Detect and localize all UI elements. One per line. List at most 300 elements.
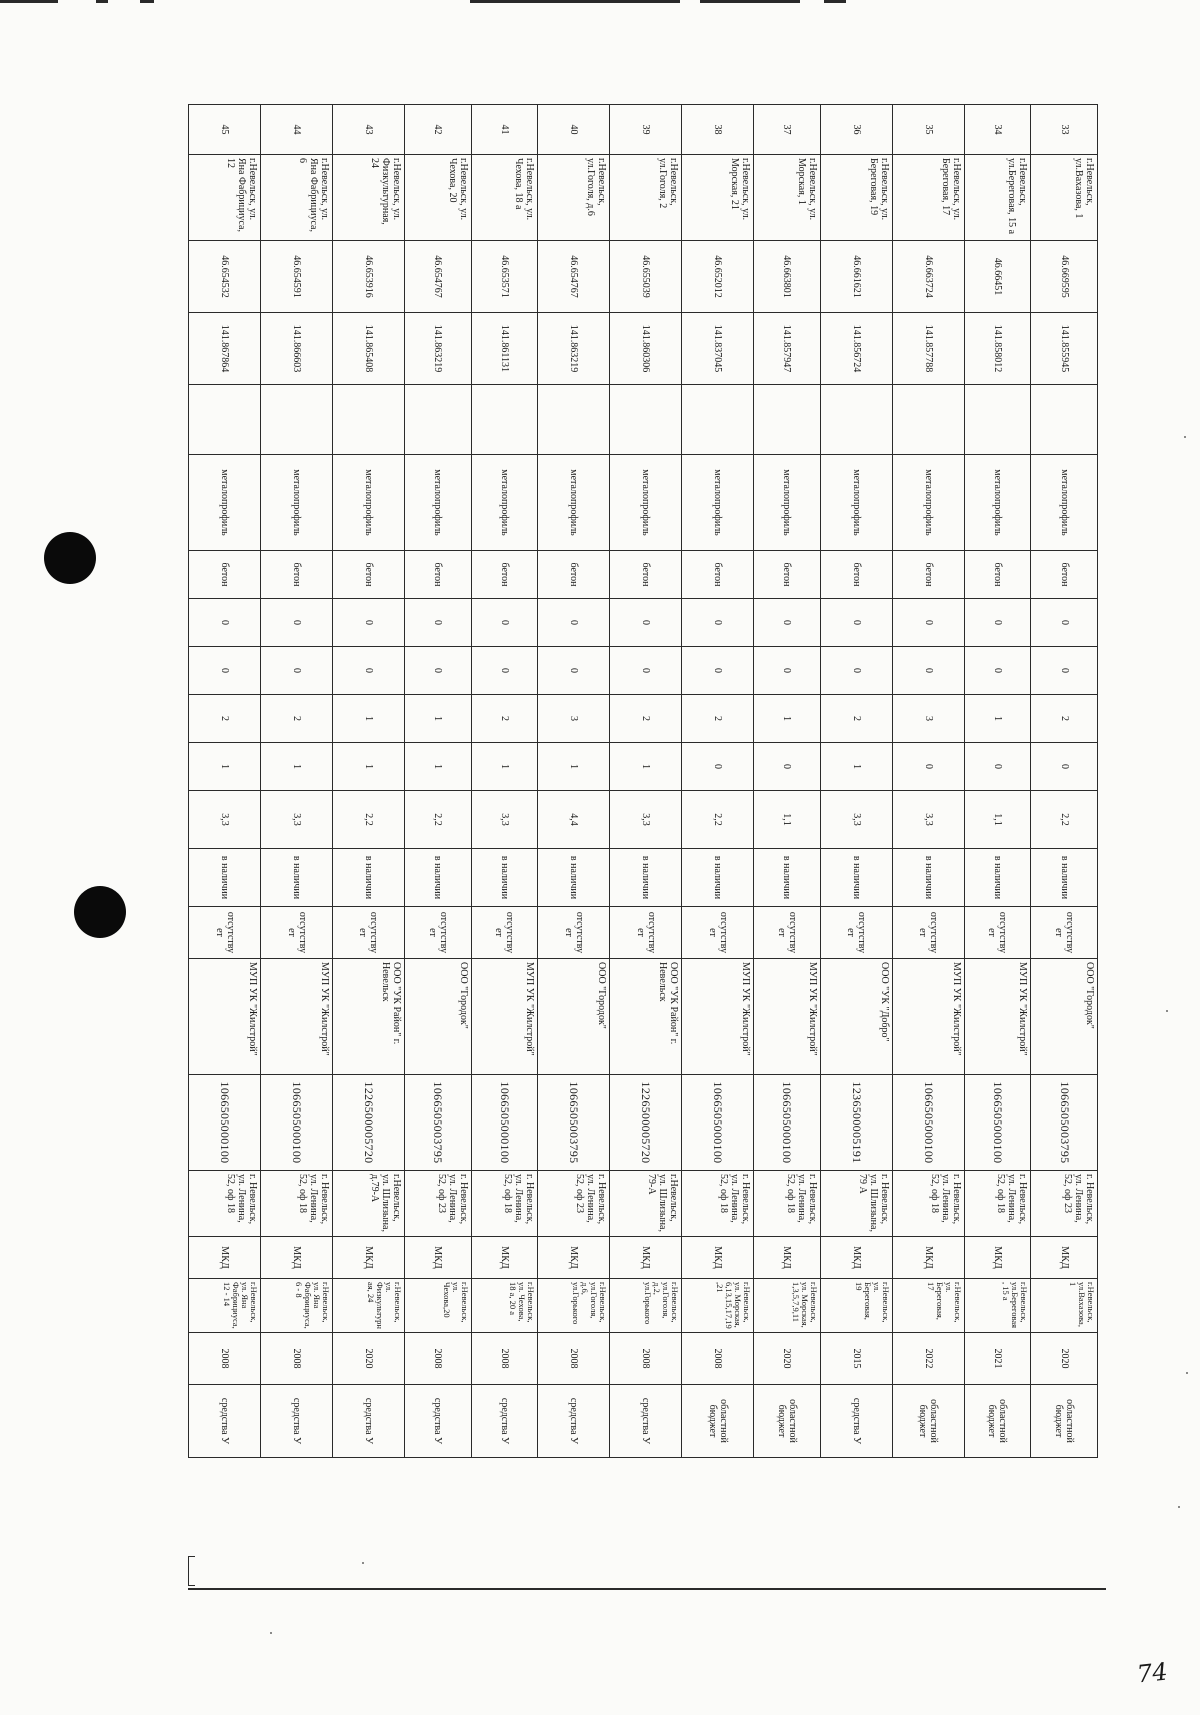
latitude: 46.663724 xyxy=(892,241,964,313)
operator-name: МУП УК "Жилстрой" xyxy=(261,959,333,1075)
base-material: бетон xyxy=(538,551,610,599)
fence-status: в наличии xyxy=(682,849,754,907)
container-volume: 4,4 xyxy=(538,791,610,849)
install-year: 2008 xyxy=(404,1333,471,1385)
install-year: 2021 xyxy=(964,1333,1031,1385)
longitude: 141.867864 xyxy=(189,313,261,385)
operator-ogrn: 1066505000100 xyxy=(682,1075,754,1171)
empty-cell xyxy=(964,385,1031,455)
container-count-c: 2 xyxy=(471,695,538,743)
longitude: 141.866603 xyxy=(261,313,333,385)
container-count-d: 0 xyxy=(682,743,754,791)
operator-name: ООО "УК Район" г. Невельск xyxy=(610,959,682,1075)
roof-status: отсутствует xyxy=(610,907,682,959)
cover-material: металопрофиль xyxy=(538,455,610,551)
latitude: 46.653916 xyxy=(333,241,405,313)
table-row xyxy=(471,105,538,1458)
base-material: бетон xyxy=(1031,551,1098,599)
container-volume: 3,3 xyxy=(189,791,261,849)
container-volume: 3,3 xyxy=(892,791,964,849)
site-address: г.Невельск, ул.Гоголя, 2 xyxy=(610,155,682,241)
operator-address: г. Невельск, ул. Ленина, 52, оф 23 xyxy=(538,1171,610,1237)
container-volume: 3,3 xyxy=(261,791,333,849)
operator-address: г. Невельск, ул. Ленина, 52, оф 23 xyxy=(1031,1171,1098,1237)
cover-material: металопрофиль xyxy=(404,455,471,551)
operator-ogrn: 1066505000100 xyxy=(261,1075,333,1171)
row-number: 42 xyxy=(404,105,471,155)
roof-status: отсутствует xyxy=(538,907,610,959)
owner-type: МКД xyxy=(1031,1237,1098,1279)
table-row xyxy=(682,105,754,1458)
operator-name: ООО "УК Район" г. Невельск xyxy=(333,959,405,1075)
table-row xyxy=(1031,105,1098,1458)
container-volume: 2,2 xyxy=(682,791,754,849)
table-row xyxy=(964,105,1031,1458)
owner-type: МКД xyxy=(538,1237,610,1279)
longitude: 141.857788 xyxy=(892,313,964,385)
roof-status: отсутствует xyxy=(404,907,471,959)
container-count-a: 0 xyxy=(189,599,261,647)
container-count-c: 2 xyxy=(820,695,892,743)
container-volume: 3,3 xyxy=(820,791,892,849)
container-count-c: 1 xyxy=(964,695,1031,743)
cover-material: металопрофиль xyxy=(892,455,964,551)
container-count-b: 0 xyxy=(892,647,964,695)
site-address: г.Невельск, ул. Физкультурная, 24 xyxy=(333,155,405,241)
container-count-a: 0 xyxy=(610,599,682,647)
punch-hole xyxy=(44,532,96,584)
operator-ogrn: 1226500005720 xyxy=(333,1075,405,1171)
served-objects: г.Невельск, ул. Береговая, 19 xyxy=(820,1279,892,1333)
waste-sites-table xyxy=(188,104,1098,1458)
install-year: 2020 xyxy=(754,1333,821,1385)
container-count-c: 3 xyxy=(538,695,610,743)
cover-material: металопрофиль xyxy=(261,455,333,551)
roof-status: отсутствует xyxy=(471,907,538,959)
install-year: 2008 xyxy=(610,1333,682,1385)
operator-address: г. Невельск, ул. Ленина, 52, оф 18 xyxy=(189,1171,261,1237)
operator-address: г.Невельск, ул. Шлизына, д.79-А xyxy=(333,1171,405,1237)
site-address: г.Невельск, ул.Береговая, 15 а xyxy=(964,155,1031,241)
table-row xyxy=(538,105,610,1458)
served-objects: г.Невельск, ул. Физкультурная, 24 xyxy=(333,1279,405,1333)
row-number: 40 xyxy=(538,105,610,155)
cover-material: металопрофиль xyxy=(754,455,821,551)
container-count-c: 2 xyxy=(189,695,261,743)
container-count-c: 2 xyxy=(610,695,682,743)
container-count-c: 1 xyxy=(754,695,821,743)
install-year: 2015 xyxy=(820,1333,892,1385)
container-count-a: 0 xyxy=(820,599,892,647)
fence-status: в наличии xyxy=(754,849,821,907)
scan-speck xyxy=(1184,436,1186,438)
operator-address: г. Невельск, ул. Ленина, 52, оф 18 xyxy=(261,1171,333,1237)
latitude: 46.654767 xyxy=(538,241,610,313)
fence-status: в наличии xyxy=(538,849,610,907)
site-address: г.Невельск, ул. Яна Фабрициуса, 6 xyxy=(261,155,333,241)
container-count-d: 0 xyxy=(892,743,964,791)
owner-type: МКД xyxy=(261,1237,333,1279)
latitude: 46.653571 xyxy=(471,241,538,313)
operator-ogrn: 1066505000100 xyxy=(892,1075,964,1171)
container-count-d: 0 xyxy=(754,743,821,791)
served-objects: г.Невельск, ул. Чехова, 18 а, 20 а xyxy=(471,1279,538,1333)
table-body xyxy=(189,105,1098,1458)
empty-cell xyxy=(538,385,610,455)
container-count-a: 0 xyxy=(892,599,964,647)
funding-source: областной бюджет xyxy=(892,1385,964,1458)
base-material: бетон xyxy=(892,551,964,599)
scan-speck xyxy=(362,1562,364,1564)
scan-speck xyxy=(1166,1010,1168,1012)
container-count-b: 0 xyxy=(964,647,1031,695)
longitude: 141.863219 xyxy=(538,313,610,385)
cover-material: металопрофиль xyxy=(820,455,892,551)
served-objects: г.Невельск, ул.Гоголя, д.2, ул.Горького xyxy=(610,1279,682,1333)
base-material: бетон xyxy=(471,551,538,599)
container-volume: 1,1 xyxy=(964,791,1031,849)
base-material: бетон xyxy=(682,551,754,599)
row-number: 44 xyxy=(261,105,333,155)
operator-ogrn: 1066505000100 xyxy=(754,1075,821,1171)
container-count-a: 0 xyxy=(404,599,471,647)
table-row xyxy=(820,105,892,1458)
empty-cell xyxy=(820,385,892,455)
roof-status: отсутствует xyxy=(754,907,821,959)
table-row xyxy=(754,105,821,1458)
operator-name: ООО "Городок" xyxy=(404,959,471,1075)
funding-source: средства У xyxy=(471,1385,538,1458)
site-address: г.Невельск, ул. Чехова, 20 xyxy=(404,155,471,241)
empty-cell xyxy=(261,385,333,455)
container-count-d: 1 xyxy=(820,743,892,791)
row-number: 38 xyxy=(682,105,754,155)
empty-cell xyxy=(471,385,538,455)
funding-source: областной бюджет xyxy=(754,1385,821,1458)
funding-source: средства У xyxy=(538,1385,610,1458)
install-year: 2008 xyxy=(538,1333,610,1385)
container-count-a: 0 xyxy=(261,599,333,647)
base-material: бетон xyxy=(261,551,333,599)
latitude: 46.654767 xyxy=(404,241,471,313)
site-address: г.Невельск, ул. Чехова, 18 а xyxy=(471,155,538,241)
site-address: г.Невельск, ул. Яна Фабрициуса, 12 xyxy=(189,155,261,241)
funding-source: средства У xyxy=(261,1385,333,1458)
owner-type: МКД xyxy=(964,1237,1031,1279)
install-year: 2022 xyxy=(892,1333,964,1385)
container-count-b: 0 xyxy=(754,647,821,695)
operator-ogrn: 1226500005720 xyxy=(610,1075,682,1171)
fence-status: в наличии xyxy=(964,849,1031,907)
funding-source: средства У xyxy=(333,1385,405,1458)
fence-status: в наличии xyxy=(189,849,261,907)
empty-cell xyxy=(682,385,754,455)
install-year: 2008 xyxy=(261,1333,333,1385)
fence-status: в наличии xyxy=(820,849,892,907)
container-count-a: 0 xyxy=(754,599,821,647)
install-year: 2020 xyxy=(1031,1333,1098,1385)
container-count-b: 0 xyxy=(189,647,261,695)
funding-source: средства У xyxy=(610,1385,682,1458)
latitude: 46.669595 xyxy=(1031,241,1098,313)
owner-type: МКД xyxy=(189,1237,261,1279)
container-count-d: 1 xyxy=(333,743,405,791)
table-row xyxy=(261,105,333,1458)
base-material: бетон xyxy=(610,551,682,599)
container-count-b: 0 xyxy=(333,647,405,695)
site-address: г.Невельск, ул. Морская, 1 xyxy=(754,155,821,241)
operator-name: МУП УК "Жилстрой" xyxy=(471,959,538,1075)
fence-status: в наличии xyxy=(404,849,471,907)
operator-address: г.Невельск, ул. Шлизына, 79-А xyxy=(610,1171,682,1237)
cover-material: металопрофиль xyxy=(964,455,1031,551)
operator-ogrn: 1066505000100 xyxy=(964,1075,1031,1171)
served-objects: г.Невельск, ул. Морская, 6,13,15,17,19,21 xyxy=(682,1279,754,1333)
row-number: 39 xyxy=(610,105,682,155)
owner-type: МКД xyxy=(820,1237,892,1279)
empty-cell xyxy=(404,385,471,455)
latitude: 46.654532 xyxy=(189,241,261,313)
container-count-b: 0 xyxy=(538,647,610,695)
latitude: 46.66451 xyxy=(964,241,1031,313)
longitude: 141.858012 xyxy=(964,313,1031,385)
table-row xyxy=(610,105,682,1458)
container-count-c: 1 xyxy=(404,695,471,743)
operator-name: МУП УК "Жилстрой" xyxy=(964,959,1031,1075)
operator-address: г. Невельск, ул. Ленина, 52, оф 18 xyxy=(471,1171,538,1237)
container-count-a: 0 xyxy=(964,599,1031,647)
operator-name: МУП УК "Жилстрой" xyxy=(892,959,964,1075)
funding-source: средства У xyxy=(189,1385,261,1458)
funding-source: средства У xyxy=(404,1385,471,1458)
funding-source: областной бюджет xyxy=(1031,1385,1098,1458)
owner-type: МКД xyxy=(471,1237,538,1279)
operator-name: ООО "Городок" xyxy=(538,959,610,1075)
cover-material: металопрофиль xyxy=(1031,455,1098,551)
cover-material: металопрофиль xyxy=(682,455,754,551)
operator-ogrn: 1066505003795 xyxy=(404,1075,471,1171)
container-count-b: 0 xyxy=(404,647,471,695)
fence-status: в наличии xyxy=(892,849,964,907)
operator-address: г. Невельск, ул. Ленина, 52, оф 23 xyxy=(404,1171,471,1237)
container-volume: 2,2 xyxy=(333,791,405,849)
operator-name: МУП УК "Жилстрой" xyxy=(189,959,261,1075)
operator-address: г. Невельск, ул. Шлизына, 79 А xyxy=(820,1171,892,1237)
empty-cell xyxy=(1031,385,1098,455)
page-number: 74 xyxy=(1135,1657,1169,1689)
roof-status: отсутствует xyxy=(261,907,333,959)
install-year: 2008 xyxy=(682,1333,754,1385)
site-address: г.Невельск, ул. Береговая, 17 xyxy=(892,155,964,241)
operator-address: г. Невельск, ул. Ленина, 52, оф 18 xyxy=(964,1171,1031,1237)
container-count-d: 0 xyxy=(964,743,1031,791)
container-count-d: 1 xyxy=(261,743,333,791)
container-count-d: 0 xyxy=(1031,743,1098,791)
bottom-rule xyxy=(188,1588,1106,1590)
container-count-b: 0 xyxy=(1031,647,1098,695)
site-address: г.Невельск, ул.Гоголя, д.6 xyxy=(538,155,610,241)
container-count-b: 0 xyxy=(820,647,892,695)
container-count-d: 1 xyxy=(404,743,471,791)
container-volume: 3,3 xyxy=(610,791,682,849)
fence-status: в наличии xyxy=(1031,849,1098,907)
row-number: 35 xyxy=(892,105,964,155)
served-objects: г.Невельск, ул. Яна Фабрициуса, 12 - 14 xyxy=(189,1279,261,1333)
longitude: 141.857947 xyxy=(754,313,821,385)
container-volume: 1,1 xyxy=(754,791,821,849)
container-count-a: 0 xyxy=(471,599,538,647)
container-count-c: 2 xyxy=(261,695,333,743)
table-row xyxy=(892,105,964,1458)
empty-cell xyxy=(892,385,964,455)
roof-status: отсутствует xyxy=(1031,907,1098,959)
operator-ogrn: 1066505000100 xyxy=(471,1075,538,1171)
row-number: 36 xyxy=(820,105,892,155)
site-address: г.Невельск, ул. Береговая, 19 xyxy=(820,155,892,241)
owner-type: МКД xyxy=(610,1237,682,1279)
longitude: 141.837045 xyxy=(682,313,754,385)
site-address: г.Невельск, ул. Морская, 21 xyxy=(682,155,754,241)
container-count-c: 3 xyxy=(892,695,964,743)
fence-status: в наличии xyxy=(261,849,333,907)
base-material: бетон xyxy=(333,551,405,599)
latitude: 46.655039 xyxy=(610,241,682,313)
container-volume: 3,3 xyxy=(471,791,538,849)
roof-status: отсутствует xyxy=(820,907,892,959)
longitude: 141.860306 xyxy=(610,313,682,385)
punch-hole xyxy=(74,886,126,938)
container-count-d: 1 xyxy=(471,743,538,791)
operator-name: ООО "УК "Добро" xyxy=(820,959,892,1075)
roof-status: отсутствует xyxy=(189,907,261,959)
container-volume: 2,2 xyxy=(1031,791,1098,849)
table-row xyxy=(404,105,471,1458)
row-number: 37 xyxy=(754,105,821,155)
empty-cell xyxy=(189,385,261,455)
scan-speck xyxy=(270,1632,272,1634)
cover-material: металопрофиль xyxy=(471,455,538,551)
base-material: бетон xyxy=(189,551,261,599)
row-number: 41 xyxy=(471,105,538,155)
served-objects: г.Невельск, ул. Морская, 1,3,5,7,9,11 xyxy=(754,1279,821,1333)
fence-status: в наличии xyxy=(610,849,682,907)
empty-cell xyxy=(610,385,682,455)
container-count-d: 1 xyxy=(610,743,682,791)
container-count-b: 0 xyxy=(682,647,754,695)
owner-type: МКД xyxy=(754,1237,821,1279)
container-count-a: 0 xyxy=(333,599,405,647)
roof-status: отсутствует xyxy=(964,907,1031,959)
rotated-table-container xyxy=(188,104,1098,1455)
operator-name: МУП УК "Жилстрой" xyxy=(754,959,821,1075)
table-row xyxy=(333,105,405,1458)
install-year: 2008 xyxy=(471,1333,538,1385)
container-count-c: 2 xyxy=(1031,695,1098,743)
empty-cell xyxy=(754,385,821,455)
operator-ogrn: 1066505000100 xyxy=(189,1075,261,1171)
latitude: 46.652012 xyxy=(682,241,754,313)
fence-status: в наличии xyxy=(333,849,405,907)
owner-type: МКД xyxy=(682,1237,754,1279)
base-material: бетон xyxy=(820,551,892,599)
funding-source: средства У xyxy=(820,1385,892,1458)
container-count-b: 0 xyxy=(610,647,682,695)
install-year: 2020 xyxy=(333,1333,405,1385)
operator-ogrn: 1066505003795 xyxy=(1031,1075,1098,1171)
site-address: г.Невельск, ул.Вахазова, 1 xyxy=(1031,155,1098,241)
operator-address: г. Невельск, ул. Ленина, 52, оф 18 xyxy=(682,1171,754,1237)
owner-type: МКД xyxy=(404,1237,471,1279)
longitude: 141.855945 xyxy=(1031,313,1098,385)
container-count-a: 0 xyxy=(538,599,610,647)
container-volume: 2,2 xyxy=(404,791,471,849)
latitude: 46.661621 xyxy=(820,241,892,313)
container-count-a: 0 xyxy=(682,599,754,647)
base-material: бетон xyxy=(754,551,821,599)
owner-type: МКД xyxy=(892,1237,964,1279)
longitude: 141.865408 xyxy=(333,313,405,385)
base-material: бетон xyxy=(404,551,471,599)
served-objects: г.Невельск, ул. Береговая, 17 xyxy=(892,1279,964,1333)
row-number: 33 xyxy=(1031,105,1098,155)
roof-status: отсутствует xyxy=(682,907,754,959)
row-number: 34 xyxy=(964,105,1031,155)
operator-name: МУП УК "Жилстрой" xyxy=(682,959,754,1075)
served-objects: г.Невельск, ул.Береговая, 15 а xyxy=(964,1279,1031,1333)
container-count-a: 0 xyxy=(1031,599,1098,647)
served-objects: г.Невельск, ул. Яна Фабрициуса, 6 - 8 xyxy=(261,1279,333,1333)
fence-status: в наличии xyxy=(471,849,538,907)
operator-address: г. Невельск, ул. Ленина, 52, оф 18 xyxy=(754,1171,821,1237)
longitude: 141.863219 xyxy=(404,313,471,385)
container-count-b: 0 xyxy=(261,647,333,695)
container-count-c: 1 xyxy=(333,695,405,743)
roof-status: отсутствует xyxy=(333,907,405,959)
scan-edge-artifact xyxy=(0,0,1200,4)
row-number: 43 xyxy=(333,105,405,155)
row-number: 45 xyxy=(189,105,261,155)
scan-speck xyxy=(1178,1506,1180,1508)
container-count-c: 2 xyxy=(682,695,754,743)
container-count-d: 1 xyxy=(189,743,261,791)
base-material: бетон xyxy=(964,551,1031,599)
table-row xyxy=(189,105,261,1458)
funding-source: областной бюджет xyxy=(964,1385,1031,1458)
longitude: 141.856724 xyxy=(820,313,892,385)
margin-bracket xyxy=(188,1556,195,1586)
cover-material: металопрофиль xyxy=(610,455,682,551)
operator-name: ООО "Городок" xyxy=(1031,959,1098,1075)
container-count-b: 0 xyxy=(471,647,538,695)
operator-ogrn: 1066505003795 xyxy=(538,1075,610,1171)
install-year: 2008 xyxy=(189,1333,261,1385)
operator-ogrn: 1236500005191 xyxy=(820,1075,892,1171)
empty-cell xyxy=(333,385,405,455)
scan-speck xyxy=(1186,1372,1188,1374)
funding-source: областной бюджет xyxy=(682,1385,754,1458)
latitude: 46.663801 xyxy=(754,241,821,313)
latitude: 46.654591 xyxy=(261,241,333,313)
served-objects: г.Невельск, ул.Гоголя, д.6, ул.Горького xyxy=(538,1279,610,1333)
container-count-d: 1 xyxy=(538,743,610,791)
longitude: 141.861131 xyxy=(471,313,538,385)
cover-material: металопрофиль xyxy=(333,455,405,551)
roof-status: отсутствует xyxy=(892,907,964,959)
owner-type: МКД xyxy=(333,1237,405,1279)
served-objects: г.Невельск, ул.Вахазова, 1 xyxy=(1031,1279,1098,1333)
served-objects: г.Невельск, ул. Чехова,20 xyxy=(404,1279,471,1333)
operator-address: г. Невельск, ул. Ленина, 52, оф 18 xyxy=(892,1171,964,1237)
